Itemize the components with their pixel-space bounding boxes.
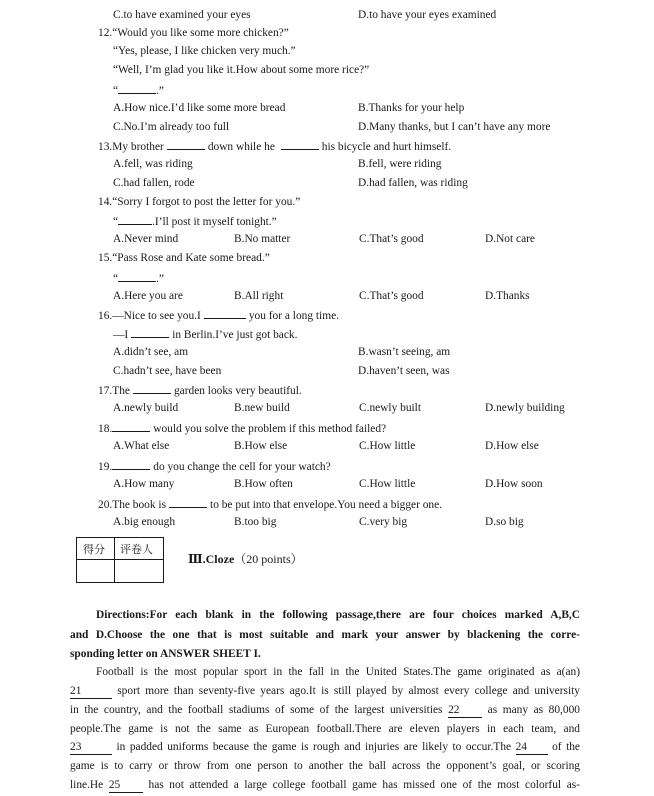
answer-blank (167, 138, 205, 150)
q11-option-c: C.to have examined your eyes (113, 9, 251, 21)
q16-option-a: A.didn’t see, am (113, 346, 189, 358)
q20-option-b: B.too big (234, 516, 277, 528)
passage-line6: game is to carry or throw from one person to another the ball across the opponent’s goal, or scoring (70, 760, 580, 772)
directions-line2: and D.Choose the one that is most suitable and mark your answer by blackening the corre- (70, 629, 580, 641)
answer-blank (133, 382, 171, 394)
q12-option-b: B.Thanks for your help (358, 102, 465, 114)
q17-option-a: A.newly build (113, 402, 179, 414)
passage-line7: line.He 25 has not attended a large college football game has missed one of the most colorful as- (70, 779, 580, 791)
q20-option-d: D.so big (485, 516, 524, 528)
blank-23: 23 (70, 740, 112, 755)
blank-21: 21 (70, 684, 112, 699)
answer-blank (204, 307, 246, 319)
q17-option-c: C.newly built (359, 402, 422, 414)
q14-option-c: C.That’s good (359, 233, 424, 245)
section-heading: Ⅲ.Cloze（20 points） (188, 552, 303, 566)
directions-line1: Directions:For each blank in the following passage,there are four choices marked A,B,C (96, 609, 580, 621)
answer-blank (169, 496, 207, 508)
score-table (76, 537, 164, 583)
score-table-header-score: 得分 (83, 544, 105, 556)
q15-option-c: C.That’s good (359, 290, 424, 302)
q14-option-d: D.Not care (485, 233, 535, 245)
blank-24: 24 (516, 740, 548, 755)
q14-option-b: B.No matter (234, 233, 291, 245)
q12-option-d: D.Many thanks, but I can’t have any more (358, 121, 551, 133)
q14-stem-line1: 14.“Sorry I forgot to post the letter for you.” (98, 196, 301, 208)
q12-option-c: C.No.I’m already too full (113, 121, 230, 133)
q19-option-a: A.How many (113, 478, 175, 490)
q15-option-d: D.Thanks (485, 290, 530, 302)
answer-blank (118, 270, 156, 282)
q15-option-a: A.Here you are (113, 290, 183, 302)
q19-option-d: D.How soon (485, 478, 543, 490)
q13-option-a: A.fell, was riding (113, 158, 193, 170)
q14-stem-line2: “ .I’ll post it myself tonight.” (113, 213, 277, 229)
q14-option-a: A.Never mind (113, 233, 179, 245)
q20-option-a: A.big enough (113, 516, 176, 528)
q20-stem: 20.The book is to be put into that envelope.You need a bigger one. (98, 496, 442, 512)
q18-option-d: D.How else (485, 440, 539, 452)
q13-option-d: D.had fallen, was riding (358, 177, 468, 189)
q19-stem: 19. do you change the cell for your watch? (98, 458, 331, 474)
q20-option-c: C.very big (359, 516, 408, 528)
q17-option-b: B.new build (234, 402, 290, 414)
q19-option-c: C.How little (359, 478, 416, 490)
blank-25: 25 (109, 778, 143, 793)
q12-answer-blank-line: “ .” (113, 82, 164, 98)
q19-option-b: B.How often (234, 478, 293, 490)
directions-line3: sponding letter on ANSWER SHEET I. (70, 648, 261, 660)
q12-option-a: A.How nice.I’d like some more bread (113, 102, 286, 114)
passage-line5: 23 in padded uniforms because the game is rough and injuries are likely to occur.The 24 of the (70, 741, 580, 753)
q11-option-d: D.to have your eyes examined (358, 9, 497, 21)
answer-blank (118, 82, 156, 94)
q13-option-c: C.had fallen, rode (113, 177, 195, 189)
passage-line3: in the country, and the football stadiums of some of the largest universities 22 as many as 80,000 (70, 704, 580, 716)
answer-blank (281, 138, 319, 150)
q13-option-b: B.fell, were riding (358, 158, 442, 170)
q15-option-b: B.All right (234, 290, 284, 302)
q15-stem-line1: 15.“Pass Rose and Kate some bread.” (98, 252, 270, 264)
q17-option-d: D.newly building (485, 402, 565, 414)
q16-option-b: B.wasn’t seeing, am (358, 346, 451, 358)
q12-stem-line1: 12.“Would you like some more chicken?” (98, 27, 289, 39)
passage-line1: Football is the most popular sport in the fall in the United States.The game originated as a(an) (96, 666, 580, 678)
q12-stem-line3: “Well, I’m glad you like it.How about some more rice?” (113, 64, 370, 76)
answer-blank (112, 420, 150, 432)
passage-line4: people.The game is not the same as European football.There are eleven players in each team, and (70, 723, 580, 735)
q18-option-c: C.How little (359, 440, 416, 452)
answer-blank (118, 213, 152, 225)
q16-option-c: C.hadn’t see, have been (113, 365, 222, 377)
q18-option-b: B.How else (234, 440, 288, 452)
answer-blank (112, 458, 150, 470)
blank-22: 22 (448, 703, 482, 718)
q16-option-d: D.haven’t seen, was (358, 365, 450, 377)
q16-stem-line1: 16.—Nice to see you.I you for a long time. (98, 307, 339, 323)
q13-stem: 13.My brother down while he his bicycle and hurt himself. (98, 138, 451, 154)
q16-stem-line2: —I in Berlin.I’ve just got back. (113, 326, 297, 342)
answer-blank (131, 326, 169, 338)
q18-option-a: A.What else (113, 440, 170, 452)
q12-stem-line2: “Yes, please, I like chicken very much.” (113, 45, 296, 57)
q18-stem: 18. would you solve the problem if this method failed? (98, 420, 386, 436)
score-table-header-grader: 评卷人 (120, 544, 153, 556)
q15-stem-line2: “ .” (113, 270, 164, 286)
q17-stem: 17.The garden looks very beautiful. (98, 382, 302, 398)
passage-line2: 21 sport more than seventy-five years ago.It is still played by almost every college and university (70, 685, 580, 697)
